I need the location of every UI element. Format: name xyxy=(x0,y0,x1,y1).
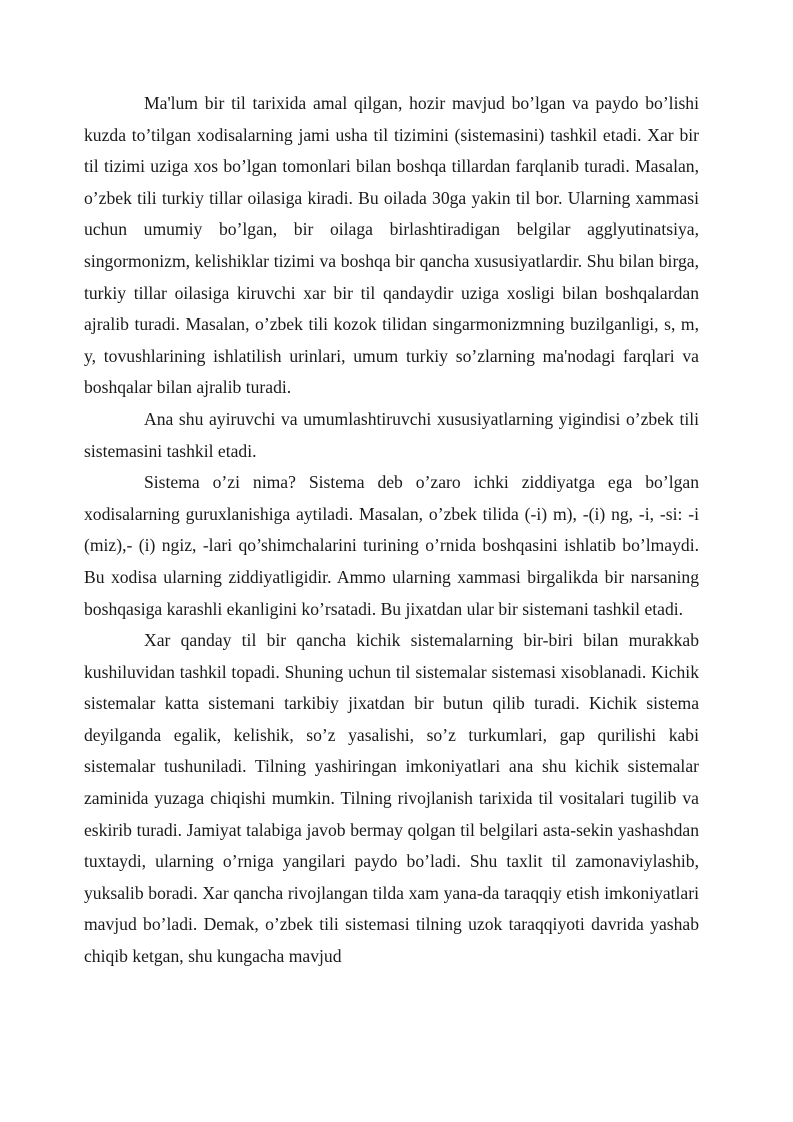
paragraph-1: Ma'lum bir til tarixida amal qilgan, hozir mavjud bo’lgan va paydo bo’lishi kuzda to’tilgan xodisalarning jami usha til tizimini (sistemasini) tashkil etadi. Xar bir til tizimi uziga xos bo’lgan tomonlari bilan boshqa tillardan farqlanib turadi. Masalan, o’zbek tili turkiy tillar oilasiga kiradi. Bu oilada 30ga yakin til bor. Ularning xammasi uchun umumiy bo’lgan, bir oilaga birlashtiradigan belgilar agglyutinatsiya, singormonizm, kelishiklar tizimi va boshqa bir qancha xususiyatlardir. Shu bilan birga, turkiy tillar oilasiga kiruvchi xar bir til qandaydir uziga xosligi bilan boshqalardan ajralib turadi. Masalan, o’zbek tili kozok tilidan singarmonizmning buzilganligi, s, m, y, tovushlarining ishlatilish urinlari, umum turkiy so’zlarning ma'nodagi farqlari va boshqalar bilan ajralib turadi. xyxy=(84,93,699,398)
paragraph-3: Sistema o’zi nima? Sistema deb o’zaro ichki ziddiyatga ega bo’lgan xodisalarning guruxlanishiga aytiladi. Masalan, o’zbek tilida (-i) m), -(i) ng, -i, -si: -i (miz),- (i) ngiz, -lari qo’shimchalarini turining o’rnida boshqasini ishlatib bo’lmaydi. Bu xodisa ularning ziddiyatligidir. Ammo ularning xammasi birgalikda bir narsaning boshqasiga karashli ekanligini ko’rsatadi. Bu jixatdan ular bir sistemani tashkil etadi. xyxy=(84,472,699,619)
document-page xyxy=(84,88,699,973)
paragraph-2: Ana shu ayiruvchi va umumlashtiruvchi xususiyatlarning yigindisi o’zbek tili sistemasini tashkil etadi. xyxy=(84,408,699,461)
paragraph-4: Xar qanday til bir qancha kichik sistemalarning bir-biri bilan murakkab kushiluvidan tashkil topadi. Shuning uchun til sistemalar sistemasi xisoblanadi. Kichik sistemalar katta sistemani tarkibiy jixatdan bir butun qilib turadi. Kichik sistema deyilganda egalik, kelishik, so’z yasalishi, so’z turkumlari, gap qurilishi kabi sistemalar tushuniladi. Tilning yashiringan imkoniyatlari ana shu kichik sistemalar zaminida yuzaga chiqishi mumkin. Tilning rivojlanish tarixida til vositalari tugilib va eskirib turadi. Jamiyat talabiga javob bermay qolgan til belgilari asta-sekin yashashdan tuxtaydi, ularning o’rniga yangilari paydo bo’ladi. Shu taxlit til zamonaviylashib, yuksalib boradi. Xar qancha rivojlangan tilda xam yana-da taraqqiy etish imkoniyatlari mavjud bo’ladi. Demak, o’zbek tili sistemasi tilning uzok taraqqiyoti davrida yashab chiqib ketgan, shu kungacha mavjud xyxy=(84,630,699,967)
